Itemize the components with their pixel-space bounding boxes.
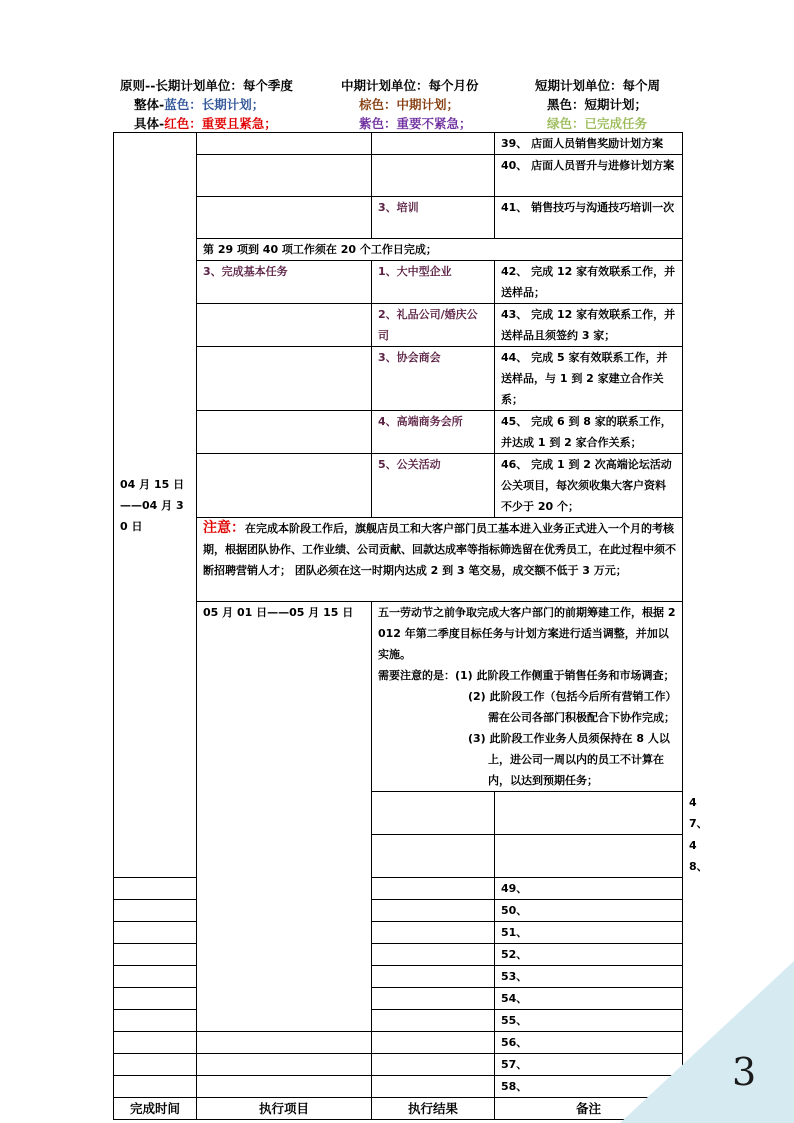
item-40: 40、 店面人员晋升与进修计划方案	[495, 155, 683, 197]
target-pr-activity: 5、公关活动	[372, 454, 495, 518]
table-row	[114, 1076, 683, 1098]
table-row	[114, 304, 683, 347]
red-legend: 红色：重要且紧急；	[164, 116, 277, 131]
table-row: 48、	[114, 835, 683, 878]
item-57: 57、	[495, 1054, 683, 1076]
item-52: 52、	[495, 944, 683, 966]
period2-description	[372, 602, 683, 792]
table-row	[114, 411, 683, 454]
attention-block	[197, 518, 683, 602]
period1-date: 04 月 15 日——04 月 30 日	[114, 133, 197, 878]
table-row	[114, 239, 683, 261]
footer-remarks: 备注	[495, 1098, 683, 1120]
item-46: 46、 完成 1 到 2 次高端论坛活动公关项目，每次须收集大客户资料不少于 20 个；	[495, 454, 683, 518]
attention-text: 在完成本阶段工作后，旗舰店员工和大客户部门员工基本进入业务正式进入一个月的考核期，根据团队协作、工作业绩、公司贡献、回款达成率等指标筛选留在优秀员工，在此过程中须不断招聘营销人才； 团队必须在这一时期内达成 2 到 3 笔交易，成交额不低于 3 万元；	[203, 522, 676, 577]
blue-legend: 蓝色：长期计划；	[164, 97, 265, 112]
target-gift-company: 2、礼品公司/婚庆公司	[372, 304, 495, 347]
item-55: 55、	[495, 1010, 683, 1032]
item-39: 39、 店面人员销售奖励计划方案	[495, 133, 683, 155]
brown-legend: 棕色：中期计划；	[359, 97, 460, 112]
item-42: 42、 完成 12 家有效联系工作，并送样品；	[495, 261, 683, 304]
item-53: 53、	[495, 966, 683, 988]
item-41: 41、 销售技巧与沟通技巧培训一次	[495, 197, 683, 239]
page-number: 3	[732, 1050, 757, 1094]
legend-row-overall	[114, 95, 682, 114]
target-business-club: 4、高端商务会所	[372, 411, 495, 454]
black-legend: 黑色：短期计划；	[547, 97, 648, 112]
basic-task-category: 3、完成基本任务	[197, 261, 372, 304]
item-50: 50、	[495, 900, 683, 922]
deadline-note: 第 29 项到 40 项工作须在 20 个工作日完成；	[197, 239, 683, 261]
attention-title: 注意：	[203, 520, 245, 536]
target-enterprise: 1、大中型企业	[372, 261, 495, 304]
plan-table	[113, 132, 708, 1120]
plan-legend	[114, 76, 682, 133]
short-term-unit: 短期计划单位：每个周	[535, 78, 661, 93]
table-row	[114, 261, 683, 304]
table-row	[114, 347, 683, 411]
legend-row-units	[114, 76, 682, 95]
detail-prefix: 具体-	[134, 116, 165, 131]
footer-completion-time: 完成时间	[114, 1098, 197, 1120]
item-58: 58、	[495, 1076, 683, 1098]
item-43: 43、 完成 12 家有效联系工作，并送样品且须签约 3 家；	[495, 304, 683, 347]
training-category: 3、培训	[372, 197, 495, 239]
legend-row-detail	[114, 114, 682, 133]
table-row: 47、	[114, 792, 683, 835]
footer-execution-result: 执行结果	[372, 1098, 495, 1120]
long-term-unit: 原则--长期计划单位：每个季度	[120, 78, 293, 93]
table-row	[114, 602, 683, 792]
period2-date: 05 月 01 日——05 月 15 日	[197, 602, 372, 1032]
green-legend: 绿色：已完成任务	[547, 116, 648, 131]
period2-point-3: (3) 此阶段工作业务人员须保持在 8 人以上，进公司一周以内的员工不计算在内，以达到预期任务；	[468, 732, 670, 787]
footer-execution-item: 执行项目	[197, 1098, 372, 1120]
item-56: 56、	[495, 1032, 683, 1054]
target-association: 3、协会商会	[372, 347, 495, 411]
corner-decoration	[620, 961, 794, 1123]
table-row	[114, 133, 683, 155]
period2-intro: 五一劳动节之前争取完成大客户部门的前期筹建工作，根据 2012 年第二季度目标任务与计划方案进行适当调整，并加以实施。	[378, 606, 676, 661]
table-row	[114, 1032, 683, 1054]
table-row	[114, 454, 683, 518]
mid-term-unit: 中期计划单位：每个月份	[341, 78, 479, 93]
table-row	[114, 155, 683, 197]
item-49: 49、	[495, 878, 683, 900]
period2-attention: 需要注意的是：(1) 此阶段工作侧重于销售任务和市场调查；	[378, 669, 675, 682]
table-footer-row	[114, 1098, 683, 1120]
item-51: 51、	[495, 922, 683, 944]
item-54: 54、	[495, 988, 683, 1010]
overall-prefix: 整体-	[134, 97, 165, 112]
table-row	[114, 1054, 683, 1076]
item-45: 45、 完成 6 到 8 家的联系工作，并达成 1 到 2 家合作关系；	[495, 411, 683, 454]
table-row	[114, 197, 683, 239]
table-row	[114, 518, 683, 602]
period2-point-2: (2) 此阶段工作（包括今后所有营销工作）需在公司各部门积极配合下协作完成；	[468, 690, 675, 724]
purple-legend: 紫色：重要不紧急；	[359, 116, 472, 131]
item-44: 44、 完成 5 家有效联系工作，并送样品，与 1 到 2 家建立合作关系；	[495, 347, 683, 411]
